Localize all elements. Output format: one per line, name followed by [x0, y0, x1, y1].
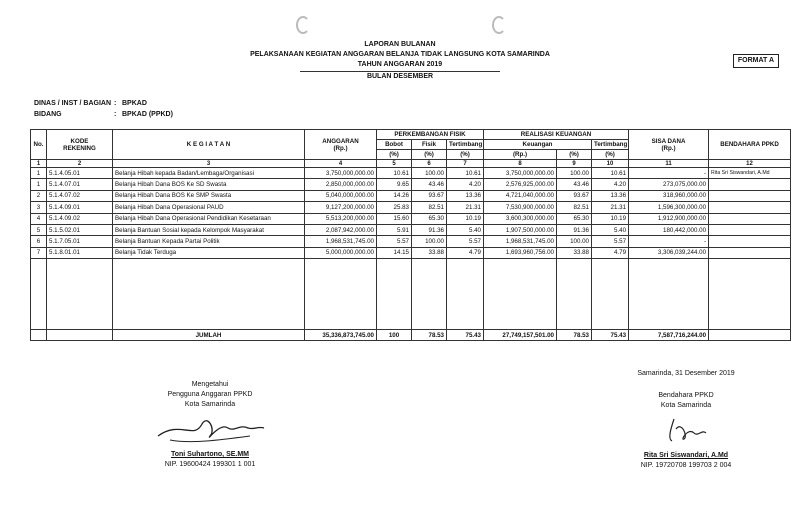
col-keuangan-group: REALISASI KEUANGAN [484, 130, 629, 140]
col-kegiatan: K E G I A T A N [113, 130, 305, 160]
col-kode-1: KODE [70, 137, 89, 145]
cell-no: 1 [31, 179, 47, 190]
cell-kegiatan: Belanja Bantuan Kepada Partai Politik [113, 236, 305, 247]
cell-tert: 10.19 [447, 213, 484, 224]
cell-tert: 10.61 [447, 168, 484, 179]
col-bobot: Bobot [377, 140, 412, 150]
col-sisa-1: SISA DANA [651, 137, 686, 145]
cell-bend [709, 213, 791, 224]
cell-bobot: 9.65 [377, 179, 412, 190]
cell-no: 4 [31, 213, 47, 224]
cell-tert: 21.31 [447, 202, 484, 213]
cell-no: 1 [31, 168, 47, 179]
cell-keu: 3,750,000,000.00 [484, 168, 557, 179]
cell-sisa: 3,306,039,244.00 [629, 247, 709, 258]
cell-fisik: 65.30 [412, 213, 447, 224]
col-sisa [629, 130, 709, 160]
cell-keu_pct: 33.88 [557, 247, 592, 258]
unit-pct: (%) [412, 150, 447, 160]
cell-anggaran: 2,087,942,000.00 [305, 224, 377, 235]
info-block [34, 98, 173, 120]
table-row [31, 179, 791, 190]
cell-keu: 1,693,960,756.00 [484, 247, 557, 258]
total-sisa: 7,587,716,244.00 [629, 330, 709, 341]
cell-keu_pct: 93.67 [557, 190, 592, 201]
report-year: TAHUN ANGGARAN 2019 [357, 61, 443, 68]
cell-kode: 5.1.4.09.01 [47, 202, 113, 213]
colnum: 5 [377, 160, 412, 168]
cell-keu_tert: 13.36 [592, 190, 629, 201]
cell-bobot: 25.83 [377, 202, 412, 213]
cell-tert: 13.36 [447, 190, 484, 201]
cell-kode: 5.1.4.07.02 [47, 190, 113, 201]
table-row [31, 190, 791, 201]
col-fisik-group: PERKEMBANGAN FISIK [377, 130, 484, 140]
cell-keu: 1,968,531,745.00 [484, 236, 557, 247]
cell-sisa: - [629, 168, 709, 179]
cell-tert: 4.79 [447, 247, 484, 258]
cell-no: 3 [31, 202, 47, 213]
colon: : [114, 111, 117, 118]
cell-anggaran: 2,850,000,000.00 [305, 179, 377, 190]
cell-keu: 4,721,040,000.00 [484, 190, 557, 201]
cell-no: 7 [31, 247, 47, 258]
cell-fisik: 100.00 [412, 236, 447, 247]
cell-kode: 5.1.4.09.02 [47, 213, 113, 224]
cell-bend: Rita Sri Siswandari, A.Md [709, 168, 791, 179]
cell-sisa: - [629, 236, 709, 247]
col-bendahara: BENDAHARA PPKD [709, 130, 791, 160]
signature-right [626, 369, 746, 471]
colnum: 3 [113, 160, 305, 168]
cell-bobot: 5.91 [377, 224, 412, 235]
cell-bend [709, 236, 791, 247]
table-row [31, 236, 791, 247]
colnum: 7 [447, 160, 484, 168]
total-keu-pct: 78.53 [557, 330, 592, 341]
report-header [0, 40, 800, 70]
cell-anggaran: 9,127,200,000.00 [305, 202, 377, 213]
col-anggaran-2: (Rp.) [333, 144, 348, 152]
cell-keu_pct: 100.00 [557, 168, 592, 179]
cell-keu_tert: 10.61 [592, 168, 629, 179]
unit-pct: (%) [557, 150, 592, 160]
cell-no: 5 [31, 224, 47, 235]
colnum: 8 [484, 160, 557, 168]
sig-right-date: Samarinda, 31 Desember 2019 [637, 370, 735, 377]
cell-kode: 5.1.5.02.01 [47, 224, 113, 235]
colnum: 12 [709, 160, 791, 168]
cell-keu_pct: 65.30 [557, 213, 592, 224]
sig-left-l3: Kota Samarinda [184, 401, 236, 408]
table-row [31, 224, 791, 235]
signature-scribble-right [626, 411, 746, 447]
cell-sisa: 318,960,000.00 [629, 190, 709, 201]
cell-keu_pct: 91.36 [557, 224, 592, 235]
cell-bobot: 5.57 [377, 236, 412, 247]
cell-bend [709, 224, 791, 235]
cell-keu: 3,600,300,000.00 [484, 213, 557, 224]
cell-bobot: 15.60 [377, 213, 412, 224]
cell-keu: 2,576,925,000.00 [484, 179, 557, 190]
table-row [31, 247, 791, 258]
sig-left-l2: Pengguna Anggaran PPKD [167, 391, 253, 398]
column-number-row [31, 160, 791, 168]
bidang-label: BIDANG [34, 111, 62, 118]
cell-kode: 5.1.7.05.01 [47, 236, 113, 247]
cell-anggaran: 5,000,000,000.00 [305, 247, 377, 258]
cell-anggaran: 5,513,200,000.00 [305, 213, 377, 224]
signature-scribble-left [150, 410, 270, 446]
colnum: 1 [31, 160, 47, 168]
table-row [31, 168, 791, 179]
cell-anggaran: 5,040,000,000.00 [305, 190, 377, 201]
total-label: JUMLAH [113, 330, 305, 341]
cell-bend [709, 202, 791, 213]
col-fisik: Fisik [412, 140, 447, 150]
total-bobot: 100 [377, 330, 412, 341]
total-row [31, 330, 791, 341]
col-anggaran-1: ANGGARAN [322, 137, 359, 145]
total-anggaran: 35,336,873,745.00 [305, 330, 377, 341]
sig-right-l2: Kota Samarinda [660, 402, 712, 409]
table-row [31, 202, 791, 213]
cell-keu_tert: 10.19 [592, 213, 629, 224]
unit-pct: (%) [592, 150, 629, 160]
cell-sisa: 273,075,000.00 [629, 179, 709, 190]
cell-keu_tert: 4.79 [592, 247, 629, 258]
cell-keu_tert: 5.57 [592, 236, 629, 247]
total-fisik: 78.53 [412, 330, 447, 341]
cell-tert: 4.20 [447, 179, 484, 190]
cell-kegiatan: Belanja Tidak Terduga [113, 247, 305, 258]
cell-anggaran: 1,968,531,745.00 [305, 236, 377, 247]
total-keuangan: 27,749,157,501.00 [484, 330, 557, 341]
cell-kode: 5.1.4.07.01 [47, 179, 113, 190]
colnum: 2 [47, 160, 113, 168]
col-anggaran [305, 130, 377, 160]
colnum: 4 [305, 160, 377, 168]
report-subtitle: PELAKSANAAN KEGIATAN ANGGARAN BELANJA TIDAK LANGSUNG KOTA SAMARINDA [250, 51, 550, 58]
table-row [31, 213, 791, 224]
cell-keu_tert: 5.40 [592, 224, 629, 235]
col-no: No. [31, 130, 47, 160]
format-badge: FORMAT A [733, 54, 779, 68]
cell-kegiatan: Belanja Hibah Dana BOS Ke SMP Swasta [113, 190, 305, 201]
report-month-wrap [0, 72, 800, 82]
cell-kegiatan: Belanja Bantuan Sosial kepada Kelompok Masyarakat [113, 224, 305, 235]
sig-right-name: Rita Sri Siswandari, A.Md [643, 452, 729, 459]
cell-keu: 1,907,500,000.00 [484, 224, 557, 235]
cell-keu_pct: 100.00 [557, 236, 592, 247]
col-kode [47, 130, 113, 160]
cell-keu_pct: 43.46 [557, 179, 592, 190]
sig-left-l1: Mengetahui [191, 381, 229, 388]
report-table [30, 129, 791, 341]
cell-kode: 5.1.4.05.01 [47, 168, 113, 179]
cell-keu_tert: 4.20 [592, 179, 629, 190]
cell-kegiatan: Belanja Hibah Dana Operasional Pendidikan Kesetaraan [113, 213, 305, 224]
cell-fisik: 91.36 [412, 224, 447, 235]
cell-sisa: 1,912,900,000.00 [629, 213, 709, 224]
col-keu-tertimbang: Tertimbang [592, 140, 629, 150]
colon: : [114, 100, 117, 107]
col-keuangan: Keuangan [484, 140, 592, 150]
cell-sisa: 1,596,300,000.00 [629, 202, 709, 213]
cell-fisik: 82.51 [412, 202, 447, 213]
sig-right-l1: Bendahara PPKD [658, 392, 714, 399]
cell-keu_tert: 21.31 [592, 202, 629, 213]
table-body [31, 168, 791, 259]
colnum: 9 [557, 160, 592, 168]
cell-no: 6 [31, 236, 47, 247]
punch-hole-left [296, 16, 310, 34]
sig-left-nip: NIP. 19600424 199301 1 001 [164, 461, 256, 468]
unit-rp: (Rp.) [484, 150, 557, 160]
cell-fisik: 33.88 [412, 247, 447, 258]
cell-keu: 7,530,900,000.00 [484, 202, 557, 213]
bidang-value: BPKAD (PPKD) [122, 111, 173, 118]
total-tertimbang: 75.43 [447, 330, 484, 341]
colnum: 6 [412, 160, 447, 168]
dinas-label: DINAS / INST / BAGIAN [34, 100, 112, 107]
dinas-value: BPKAD [122, 100, 147, 107]
cell-sisa: 180,442,000.00 [629, 224, 709, 235]
cell-bend [709, 247, 791, 258]
col-tertimbang: Tertimbang [447, 140, 484, 150]
cell-bend [709, 179, 791, 190]
header-row-1 [31, 130, 791, 140]
cell-bobot: 14.15 [377, 247, 412, 258]
sig-right-nip: NIP. 19720708 199703 2 004 [640, 462, 732, 469]
cell-tert: 5.40 [447, 224, 484, 235]
cell-fisik: 93.67 [412, 190, 447, 201]
cell-anggaran: 3,750,000,000.00 [305, 168, 377, 179]
cell-kode: 5.1.8.01.01 [47, 247, 113, 258]
unit-pct: (%) [377, 150, 412, 160]
signature-left [150, 380, 270, 470]
colnum: 10 [592, 160, 629, 168]
filler-row [31, 259, 791, 330]
col-kode-2: REKENING [63, 144, 96, 152]
cell-fisik: 100.00 [412, 168, 447, 179]
cell-kegiatan: Belanja Hibah kepada Badan/Lembaga/Organisasi [113, 168, 305, 179]
cell-tert: 5.57 [447, 236, 484, 247]
cell-kegiatan: Belanja Hibah Dana BOS Ke SD Swasta [113, 179, 305, 190]
col-sisa-2: (Rp.) [661, 144, 676, 152]
punch-hole-right [492, 16, 506, 34]
cell-bobot: 10.61 [377, 168, 412, 179]
unit-pct: (%) [447, 150, 484, 160]
total-keu-tertimbang: 75.43 [592, 330, 629, 341]
cell-no: 2 [31, 190, 47, 201]
cell-bend [709, 190, 791, 201]
cell-kegiatan: Belanja Hibah Dana Operasional PAUD [113, 202, 305, 213]
cell-fisik: 43.46 [412, 179, 447, 190]
report-title: LAPORAN BULANAN [364, 41, 436, 48]
colnum: 11 [629, 160, 709, 168]
sig-left-name: Toni Suhartono, SE.MM [170, 451, 250, 458]
cell-bobot: 14.26 [377, 190, 412, 201]
report-month: BULAN DESEMBER [366, 73, 434, 80]
cell-keu_pct: 82.51 [557, 202, 592, 213]
